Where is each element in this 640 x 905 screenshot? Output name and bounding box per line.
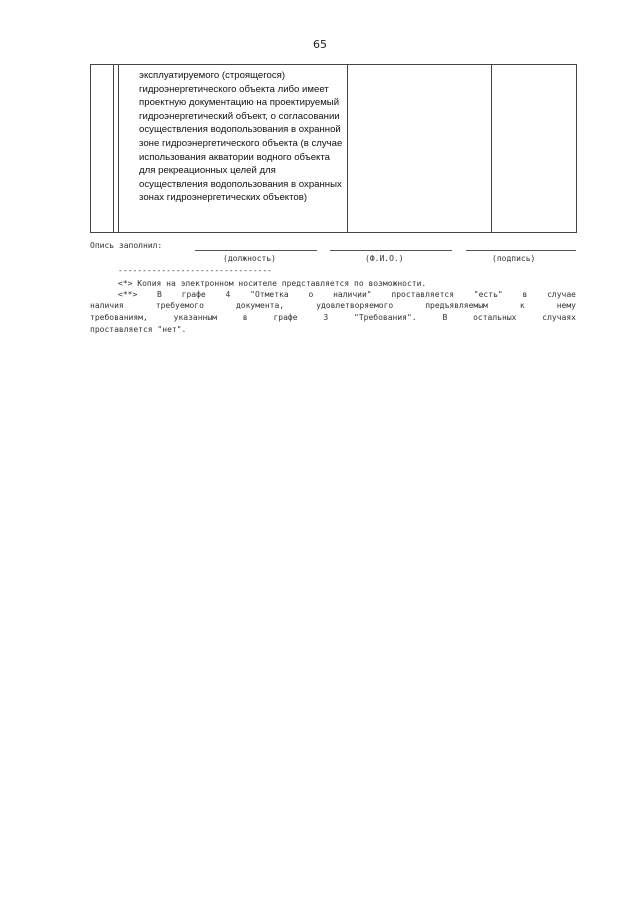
footnote-separator: -------------------------------- — [118, 266, 273, 275]
footnote-1: <*> Копия на электронном носителе представляется по возможности. — [118, 279, 427, 288]
name-blank — [330, 250, 452, 251]
requirements-table — [90, 64, 577, 233]
requirement-text: эксплуатируемого (строящегося) гидроэнергетического объекта либо имеет проектную документацию на проектируемый гидроэнергетический объект, о согласовании осуществления водопользования в охранной зоне гидроэнергетического объекта (в случае использования акватории водного объекта для рекреационных целей для осуществления водопользования в охранных зонах гидроэнергетических объектов) — [118, 65, 346, 232]
position-blank — [195, 250, 317, 251]
row-number-cell — [91, 65, 114, 233]
footnote-2-line-2: наличия требуемого документа, удовлетворяемого предъявляемым к нему — [90, 301, 576, 310]
footnote-2-line-4: проставляется "нет". — [90, 325, 187, 334]
footnote-2-line-3: требованиям, указанным в графе 3 "Требования". В остальных случаях — [90, 313, 576, 322]
name-caption: (Ф.И.О.) — [365, 254, 404, 263]
table-row — [91, 65, 577, 233]
signature-blank — [466, 250, 576, 251]
page-number: 65 — [313, 38, 327, 51]
availability-mark-cell — [347, 65, 491, 233]
signature-caption: (подпись) — [492, 254, 536, 263]
position-caption: (должность) — [223, 254, 276, 263]
footnote-2-line-1: <**> В графе 4 "Отметка о наличии" проставляется "есть" в случае — [118, 290, 576, 299]
signature-label: Опись заполнил: — [90, 241, 163, 250]
requirement-cell — [114, 65, 347, 233]
note-cell — [491, 65, 576, 233]
